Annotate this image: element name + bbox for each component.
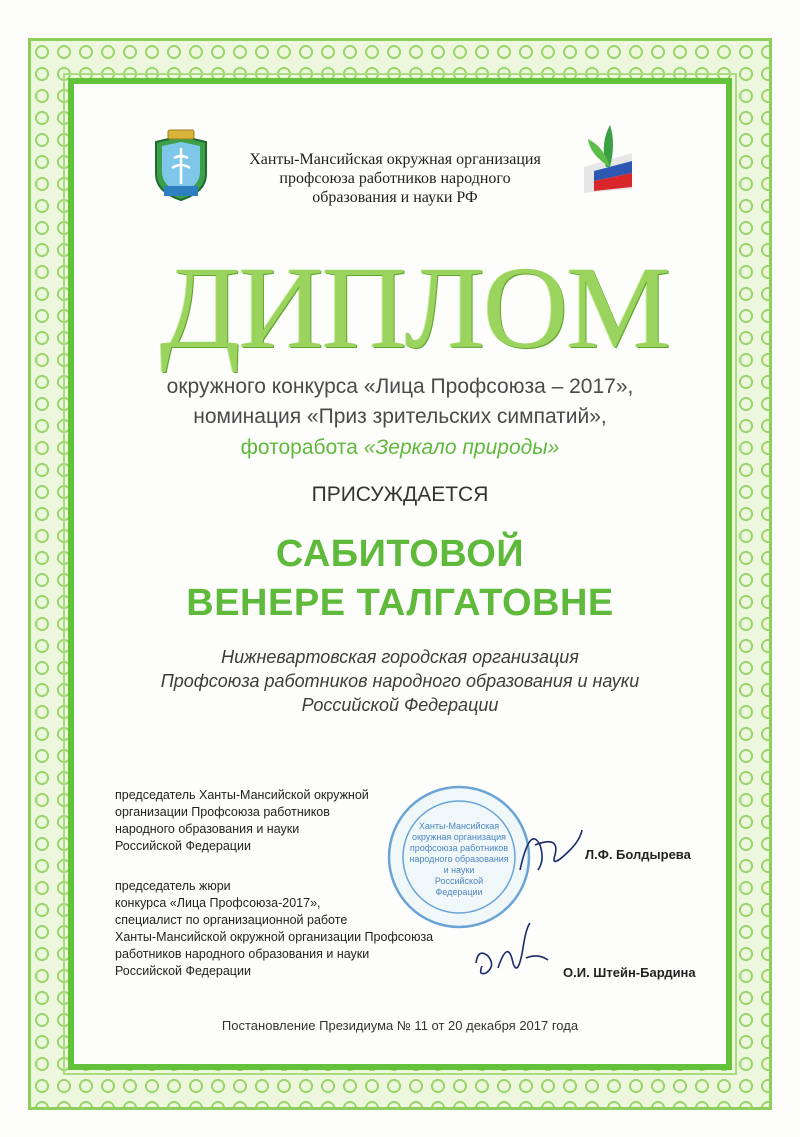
org-line-2: Профсоюза работников народного образования и науки: [160, 671, 640, 691]
role-line: председатель Ханты-Мансийской окружной: [115, 788, 369, 802]
role-line: Российской Федерации: [115, 964, 251, 978]
recipient-organization: [80, 645, 720, 717]
recipient-given-names: ВЕНЕРЕ ТАЛГАТОВНЕ: [186, 582, 614, 624]
signature-2-drawing: [468, 918, 558, 988]
seal-line: Российской: [434, 876, 484, 886]
photo-work-line: [80, 436, 720, 460]
recipient-surname: САБИТОВОЙ: [275, 533, 525, 575]
seal-line: народного образования: [409, 854, 509, 864]
photo-prefix: фоторабота: [240, 436, 358, 459]
seal-line: окружная организация: [411, 832, 507, 842]
org-line-1: Нижневартовская городская организация: [221, 647, 579, 667]
seal-line: и науки: [443, 865, 475, 875]
contest-line-1: окружного конкурса «Лица Профсоюза – 2017»,: [166, 375, 634, 398]
coat-of-arms-icon: [150, 128, 212, 204]
signature-1-drawing: [510, 815, 590, 885]
photo-title: «Зеркало природы»: [363, 436, 560, 459]
issuer-line-2: профсоюза работников народного: [279, 170, 511, 187]
role-line: работников народного образования и науки: [115, 947, 370, 961]
seal-line: Федерации: [435, 887, 483, 897]
role-line: народного образования и науки: [115, 822, 300, 836]
role-line: конкурса «Лица Профсоюза-2017»,: [115, 896, 321, 910]
diploma-title: ДИПЛОМ: [160, 242, 670, 373]
union-logo-icon: [580, 123, 636, 195]
org-line-3: Российской Федерации: [301, 695, 499, 715]
seal-line: Ханты-Мансийская: [418, 821, 500, 831]
role-line: Ханты-Мансийской окружной организации Профсоюза: [115, 930, 434, 944]
signatory-1-role: [115, 787, 369, 855]
role-line: председатель жюри: [115, 879, 231, 893]
seal-inner-text: [407, 821, 511, 898]
signatory-1-name: Л.Ф. Болдырева: [585, 847, 691, 862]
role-line: Российской Федерации: [115, 839, 251, 853]
signatory-2-name: О.И. Штейн-Бардина: [563, 965, 696, 980]
issuer-header: [215, 150, 575, 207]
contest-line-2: номинация «Приз зрительских симпатий»,: [193, 405, 607, 428]
role-line: специалист по организационной работе: [115, 913, 348, 927]
role-line: организации Профсоюза работников: [115, 805, 330, 819]
seal-line: профсоюза работников: [409, 843, 509, 853]
award-word: ПРИСУЖДАЕТСЯ: [311, 483, 489, 506]
presidium-resolution: Постановление Президиума № 11 от 20 декабря 2017 года: [221, 1018, 579, 1033]
issuer-line-3: образования и науки РФ: [312, 189, 478, 206]
issuer-line-1: Ханты-Мансийская окружная организация: [249, 151, 541, 168]
